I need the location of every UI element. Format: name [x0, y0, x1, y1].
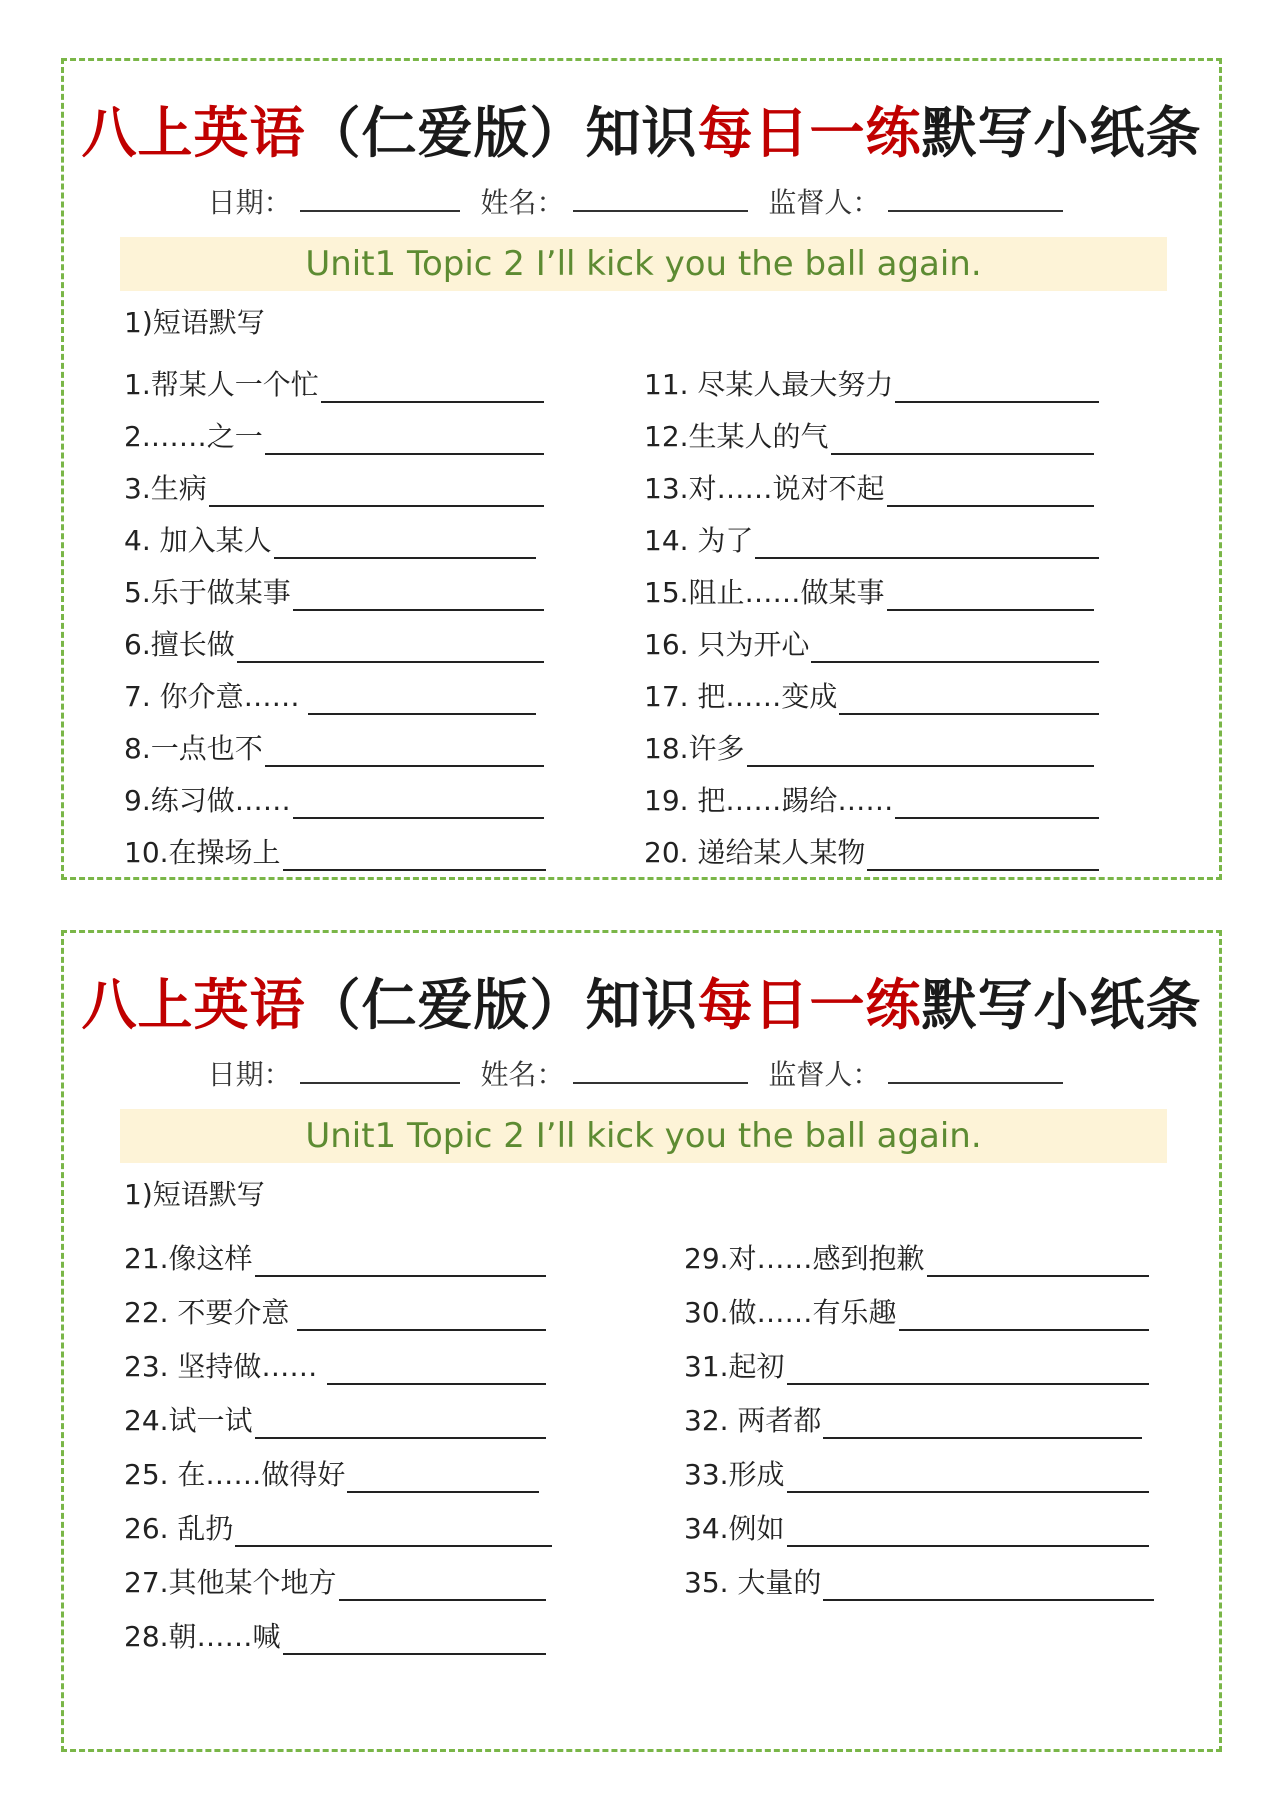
answer-line[interactable] [887, 585, 1094, 611]
phrase-label: 18.许多 [644, 732, 745, 765]
info-row [64, 181, 1219, 221]
answer-line[interactable] [887, 481, 1094, 507]
phrase-label: 35. 大量的 [684, 1566, 822, 1599]
answer-line[interactable] [265, 429, 544, 455]
phrase-label: 10.在操场上 [124, 836, 281, 869]
answer-line[interactable] [787, 1359, 1149, 1385]
phrase-label: 15.阻止……做某事 [644, 576, 885, 609]
phrase-item [124, 715, 544, 767]
phrase-label: 21.像这样 [124, 1242, 253, 1275]
answer-line[interactable] [321, 377, 544, 403]
phrase-label: 2.……之一 [124, 420, 263, 453]
answer-line[interactable] [327, 1359, 546, 1385]
phrase-label: 33.形成 [684, 1458, 785, 1491]
phrase-label: 13.对……说对不起 [644, 472, 885, 505]
phrase-item [644, 611, 1099, 663]
phrase-label: 24.试一试 [124, 1404, 253, 1437]
phrase-label: 8.一点也不 [124, 732, 263, 765]
answer-line[interactable] [293, 793, 544, 819]
phrase-item [124, 663, 536, 715]
phrase-item [644, 715, 1094, 767]
phrase-label: 9.练习做…… [124, 784, 291, 817]
phrase-item [124, 1331, 546, 1385]
phrase-label: 29.对……感到抱歉 [684, 1242, 925, 1275]
title-part: 八上英语 [81, 101, 306, 165]
date-field[interactable] [300, 184, 460, 212]
answer-line[interactable] [274, 533, 536, 559]
title-part: 默写小纸条 [921, 973, 1202, 1037]
phrase-item [124, 819, 546, 871]
phrase-label: 6.擅长做 [124, 628, 235, 661]
phrase-item [644, 455, 1094, 507]
supervisor-field[interactable] [888, 184, 1063, 212]
supervisor-field[interactable] [888, 1056, 1063, 1084]
answer-line[interactable] [895, 793, 1099, 819]
answer-line[interactable] [811, 637, 1099, 663]
answer-line[interactable] [297, 1305, 546, 1331]
answer-line[interactable] [899, 1305, 1149, 1331]
title-part: 每日一练 [697, 973, 922, 1037]
info-row [64, 1053, 1219, 1093]
phrase-item [684, 1439, 1149, 1493]
topic-banner: Unit1 Topic 2 I’ll kick you the ball again. [120, 1109, 1167, 1163]
phrase-item [644, 663, 1099, 715]
date-field[interactable] [300, 1056, 460, 1084]
phrase-item [644, 767, 1099, 819]
phrase-label: 5.乐于做某事 [124, 576, 291, 609]
phrase-item [124, 1439, 539, 1493]
phrase-item [684, 1331, 1149, 1385]
phrase-item [684, 1223, 1149, 1277]
phrase-label: 31.起初 [684, 1350, 785, 1383]
phrase-item [124, 351, 544, 403]
title-part: （仁爱版）知识 [305, 973, 698, 1037]
phrase-label: 1.帮某人一个忙 [124, 368, 319, 401]
phrase-label: 34.例如 [684, 1512, 785, 1545]
date-label: 日期： [207, 186, 292, 219]
phrase-item [644, 403, 1094, 455]
phrase-label: 27.其他某个地方 [124, 1566, 337, 1599]
answer-line[interactable] [823, 1575, 1154, 1601]
answer-line[interactable] [347, 1467, 539, 1493]
phrase-item [684, 1493, 1149, 1547]
worksheet-title [64, 975, 1219, 1036]
phrase-item [124, 403, 544, 455]
phrase-label: 26. 乱扔 [124, 1512, 234, 1545]
phrase-item [644, 819, 1099, 871]
name-label: 姓名： [480, 186, 565, 219]
phrase-label: 11. 尽某人最大努力 [644, 368, 894, 401]
answer-line[interactable] [787, 1521, 1149, 1547]
answer-line[interactable] [283, 845, 546, 871]
answer-line[interactable] [283, 1629, 546, 1655]
phrase-item [644, 559, 1094, 611]
phrase-item [124, 455, 544, 507]
phrase-item [644, 507, 1099, 559]
phrase-label: 19. 把……踢给…… [644, 784, 894, 817]
phrase-label: 22. 不要介意 [124, 1296, 290, 1329]
phrase-label: 23. 坚持做…… [124, 1350, 318, 1383]
phrase-item [644, 351, 1099, 403]
left-column [124, 351, 546, 871]
answer-line[interactable] [293, 585, 544, 611]
answer-line[interactable] [823, 1413, 1142, 1439]
phrase-item [124, 1385, 546, 1439]
phrase-item [684, 1385, 1142, 1439]
answer-line[interactable] [787, 1467, 1149, 1493]
phrase-item [124, 507, 536, 559]
answer-line[interactable] [839, 689, 1099, 715]
supervisor-label: 监督人： [768, 1058, 881, 1091]
section-label: 1)短语默写 [124, 1178, 265, 1211]
phrase-label: 25. 在……做得好 [124, 1458, 346, 1491]
phrase-item [124, 559, 544, 611]
date-label: 日期： [207, 1058, 292, 1091]
phrase-label: 7. 你介意…… [124, 680, 300, 713]
answer-line[interactable] [831, 429, 1094, 455]
answer-line[interactable] [265, 741, 544, 767]
answer-line[interactable] [895, 377, 1099, 403]
title-part: （仁爱版）知识 [305, 101, 698, 165]
phrase-label: 16. 只为开心 [644, 628, 810, 661]
phrase-item [684, 1547, 1154, 1601]
worksheet-title [64, 103, 1219, 164]
answer-line[interactable] [339, 1575, 546, 1601]
phrase-item [124, 767, 544, 819]
left-column [124, 1223, 552, 1655]
phrase-item [684, 1277, 1149, 1331]
worksheet-card [61, 58, 1222, 880]
answer-line[interactable] [755, 533, 1099, 559]
phrase-label: 30.做……有乐趣 [684, 1296, 897, 1329]
title-part: 默写小纸条 [921, 101, 1202, 165]
supervisor-label: 监督人： [768, 186, 881, 219]
phrase-label: 12.生某人的气 [644, 420, 829, 453]
title-part: 八上英语 [81, 973, 306, 1037]
answer-line[interactable] [867, 845, 1099, 871]
phrase-label: 32. 两者都 [684, 1404, 822, 1437]
name-field[interactable] [573, 184, 748, 212]
phrase-item [124, 1547, 546, 1601]
phrase-label: 3.生病 [124, 472, 207, 505]
answer-line[interactable] [237, 637, 544, 663]
answer-line[interactable] [255, 1413, 546, 1439]
answer-line[interactable] [747, 741, 1094, 767]
name-label: 姓名： [480, 1058, 565, 1091]
phrase-label: 20. 递给某人某物 [644, 836, 866, 869]
phrase-label: 4. 加入某人 [124, 524, 272, 557]
section-label: 1)短语默写 [124, 306, 265, 339]
name-field[interactable] [573, 1056, 748, 1084]
phrase-item [124, 1601, 546, 1655]
answer-line[interactable] [255, 1251, 546, 1277]
answer-line[interactable] [235, 1521, 552, 1547]
phrase-label: 17. 把……变成 [644, 680, 838, 713]
answer-line[interactable] [308, 689, 536, 715]
phrase-label: 14. 为了 [644, 524, 754, 557]
answer-line[interactable] [927, 1251, 1149, 1277]
right-column [684, 1223, 1154, 1601]
phrase-label: 28.朝……喊 [124, 1620, 281, 1653]
phrase-item [124, 1223, 546, 1277]
phrase-item [124, 611, 544, 663]
title-part: 每日一练 [697, 101, 922, 165]
right-column [644, 351, 1099, 871]
topic-banner: Unit1 Topic 2 I’ll kick you the ball again. [120, 237, 1167, 291]
worksheet-card [61, 930, 1222, 1752]
phrase-item [124, 1277, 546, 1331]
answer-line[interactable] [209, 481, 544, 507]
phrase-item [124, 1493, 552, 1547]
